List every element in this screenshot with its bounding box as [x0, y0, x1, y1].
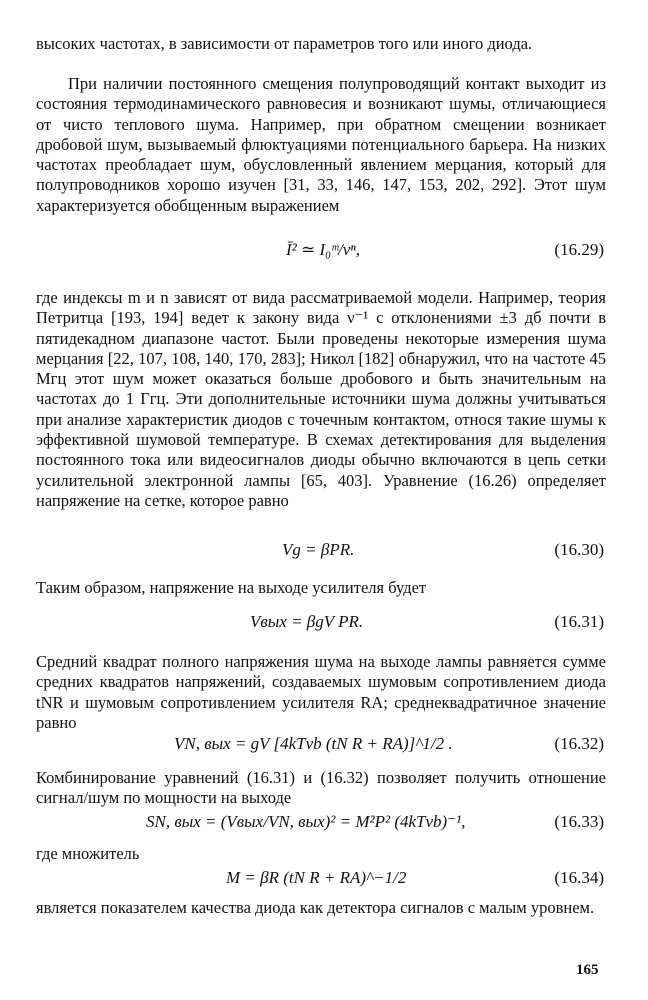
paragraph-noise-voltage: Средний квадрат полного напряжения шума на выходе лампы равняется сумме средних квадратов напряжений, создаваемых шумовым сопротивлением диода tNR и шумовым сопротивлением усилителя RA; среднеквадратичное значение равно	[36, 652, 606, 732]
equation-formula: M = βR (tN R + RA)^−1/2	[226, 868, 407, 887]
equation-formula: SN, вых = (Vвых/VN, вых)² = M²P² (4kTνb)⁻¹,	[146, 812, 466, 831]
paragraph-continuation: высоких частотах, в зависимости от параметров того или иного диода.	[36, 34, 533, 53]
equation-number: (16.32)	[554, 734, 604, 753]
equation-number: (16.31)	[554, 612, 604, 631]
page-number: 165	[576, 962, 599, 978]
equation-formula: Vg = βPR.	[282, 540, 355, 559]
equation-16-30	[36, 540, 606, 564]
equation-formula: Vвых = βgV PR.	[250, 612, 364, 631]
equation-number: (16.29)	[554, 240, 604, 259]
equation-number: (16.30)	[554, 540, 604, 559]
paragraph-multiplier: где множитель	[36, 844, 140, 863]
paragraph-snr: Комбинирование уравнений (16.31) и (16.32) позволяет получить отношение сигнал/шум по мощности на выходе	[36, 768, 606, 808]
equation-formula: VN, вых = gV [4kTνb (tN R + RA)]^1/2 .	[174, 734, 453, 753]
paragraph-noise-intro: При наличии постоянного смещения полупроводящий контакт выходит из состояния термодинамического равновесия и возникают шумы, отличающиеся от чисто теплового шума. Например, при обратном смещении возникает дробовой шум, вызываемый флюктуациями потенциального барьера. На низких частотах преобладает шум, обусловленный явлением мерцания, который для полупроводников хорошо изучен [31, 33, 146, 147, 153, 202, 292]. Этот шум характеризуется обобщенным выражением	[36, 74, 606, 215]
equation-16-34	[36, 868, 606, 892]
paragraph-flicker-noise: где индексы m и n зависят от вида рассматриваемой модели. Например, теория Петритца [193, 194] ведет к закону вида ν⁻¹ с отклонениями ±3 дб почти в пятидекадном диапазоне частот. Были проведены некоторые измерения шума мерцания [22, 107, 108, 140, 170, 283]; Никол [182] обнаружил, что на частоте 45 Мгц этот шум может оказаться больше дробового и быть значительным на частотах до 1 Ггц. Эти дополнительные источники шума должны учитываться при анализе характеристик диодов с точечным контактом, относя такие шумы к эффективной шумовой температуре. В схемах детектирования для выделения постоянного тока или видеосигналов диоды обычно включаются в цепь сетки усилительной электронной лампы [65, 403]. Уравнение (16.26) определяет напряжение на сетке, которое равно	[36, 288, 606, 510]
paragraph-figure-of-merit: является показателем качества диода как детектора сигналов с малым уровнем.	[36, 898, 595, 917]
equation-formula: Ī² ≃ I₀ᵐ/νⁿ,	[286, 240, 361, 259]
equation-16-31	[36, 612, 606, 636]
equation-16-33	[36, 812, 606, 836]
paragraph-amplifier-output: Таким образом, напряжение на выходе усилителя будет	[36, 578, 427, 597]
equation-number: (16.33)	[554, 812, 604, 831]
equation-16-29	[36, 240, 606, 264]
equation-number: (16.34)	[554, 868, 604, 887]
equation-16-32	[36, 734, 606, 758]
